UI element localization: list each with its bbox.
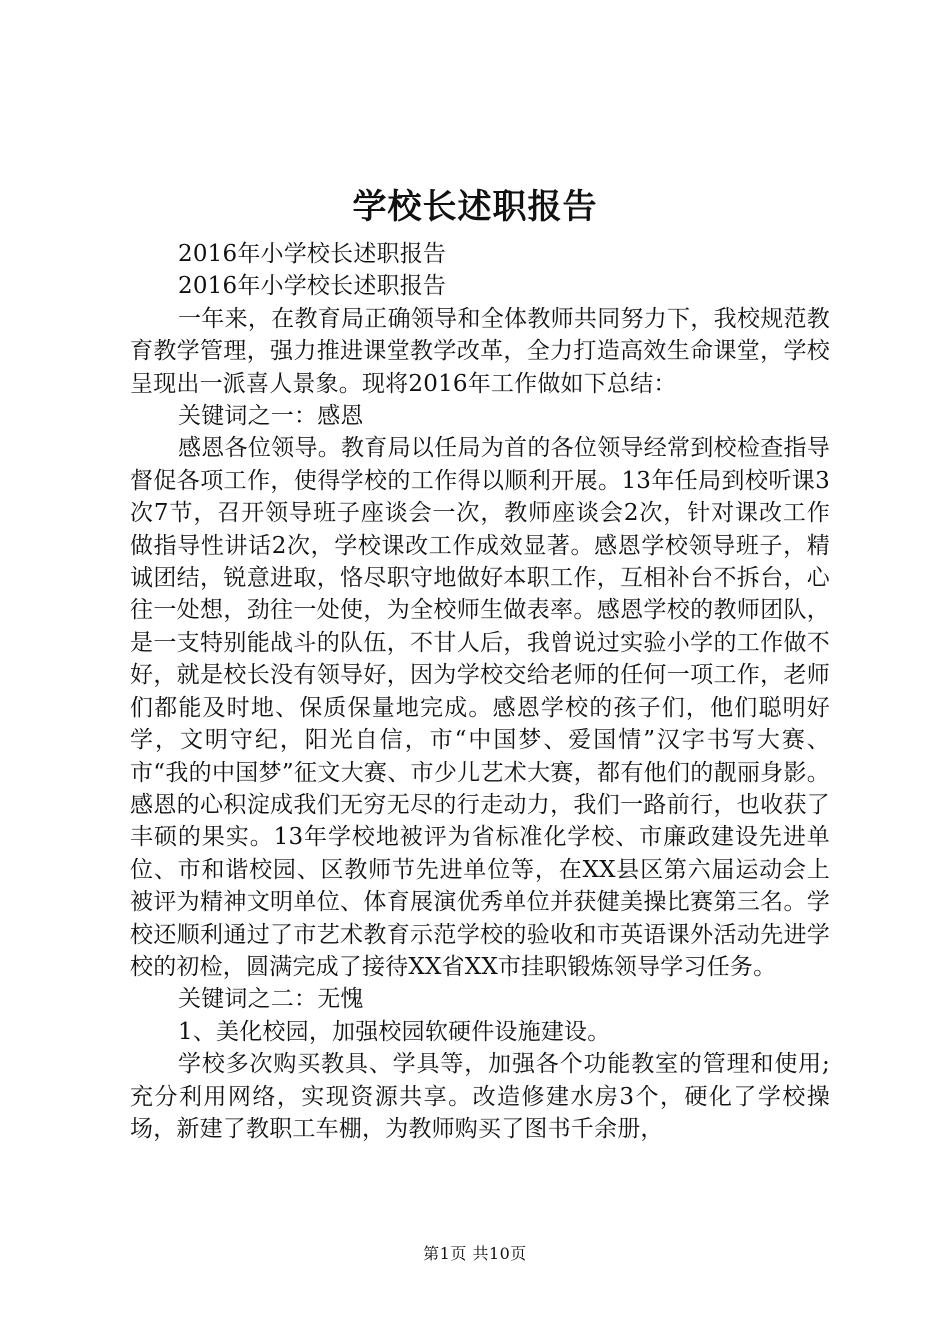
document-body	[130, 238, 830, 1145]
document-title: 学校长述职报告	[352, 187, 598, 227]
paragraph-campus: 学校多次购买教具、学具等，加强各个功能教室的管理和使用;充分利用网络，实现资源共享。改造修建水房3个，硬化了学校操场，新建了教职工车棚，为教师购买了图书千余册，	[130, 1051, 830, 1142]
section-heading-gratitude: 关键词之一：感恩	[178, 403, 364, 430]
paragraph-intro: 一年来，在教育局正确领导和全体教师共同努力下，我校规范教育教学管理，强力推进课堂教学改革，全力打造高效生命课堂，学校呈现出一派喜人景象。现将2016年工作做如下总结：	[130, 305, 830, 397]
paragraph-gratitude: 感恩各位领导。教育局以任局为首的各位领导经常到校检查指导督促各项工作，使得学校的工作得以顺利开展。13年任局到校听课3次7节，召开领导班子座谈会一次，教师座谈会2次，针对课改工作做指导性讲话2次，学校课改工作成效显著。感恩学校领导班子，精诚团结，锐意进取，恪尽职守地做好本职工作，互相补台不拆台，心往一处想，劲往一处使，为全校师生做表率。感恩学校的教师团队，是一支特别能战斗的队伍，不甘人后，我曾说过实验小学的工作做不好，就是校长没有领导好，因为学校交给老师的任何一项工作，老师们都能及时地、保质保量地完成。感恩学校的孩子们，他们聪明好学，文明守纪，阳光自信，市“中国梦、爱国情”汉字书写大赛、市“我的中国梦”征文大赛、市少儿艺术大赛，都有他们的靓丽身影。感恩的心积淀成我们无穷无尽的行走动力，我们一路前行，也收获了丰硕的果实。13年学校地被评为省标准化学校、市廉政建设先进单位、市和谐校园、区教师节先进单位等，在XX县区第六届运动会上被评为精神文明单位、体育展演优秀单位并获健美操比赛第三名。学校还顺利通过了市艺术教育示范学校的验收和市英语课外活动先进学校的初检，圆满完成了接待XX省XX市挂职锻炼领导学习任务。	[130, 435, 830, 980]
section-heading-no-regret: 关键词之二：无愧	[178, 986, 364, 1013]
paragraph-subtitle-2: 2016年小学校长述职报告	[178, 273, 447, 300]
subheading-campus: 1、美化校园，加强校园软硬件设施建设。	[178, 1018, 611, 1045]
paragraph-subtitle-1: 2016年小学校长述职报告	[178, 241, 447, 267]
page-number-footer: 第1页 共10页	[423, 1244, 527, 1263]
